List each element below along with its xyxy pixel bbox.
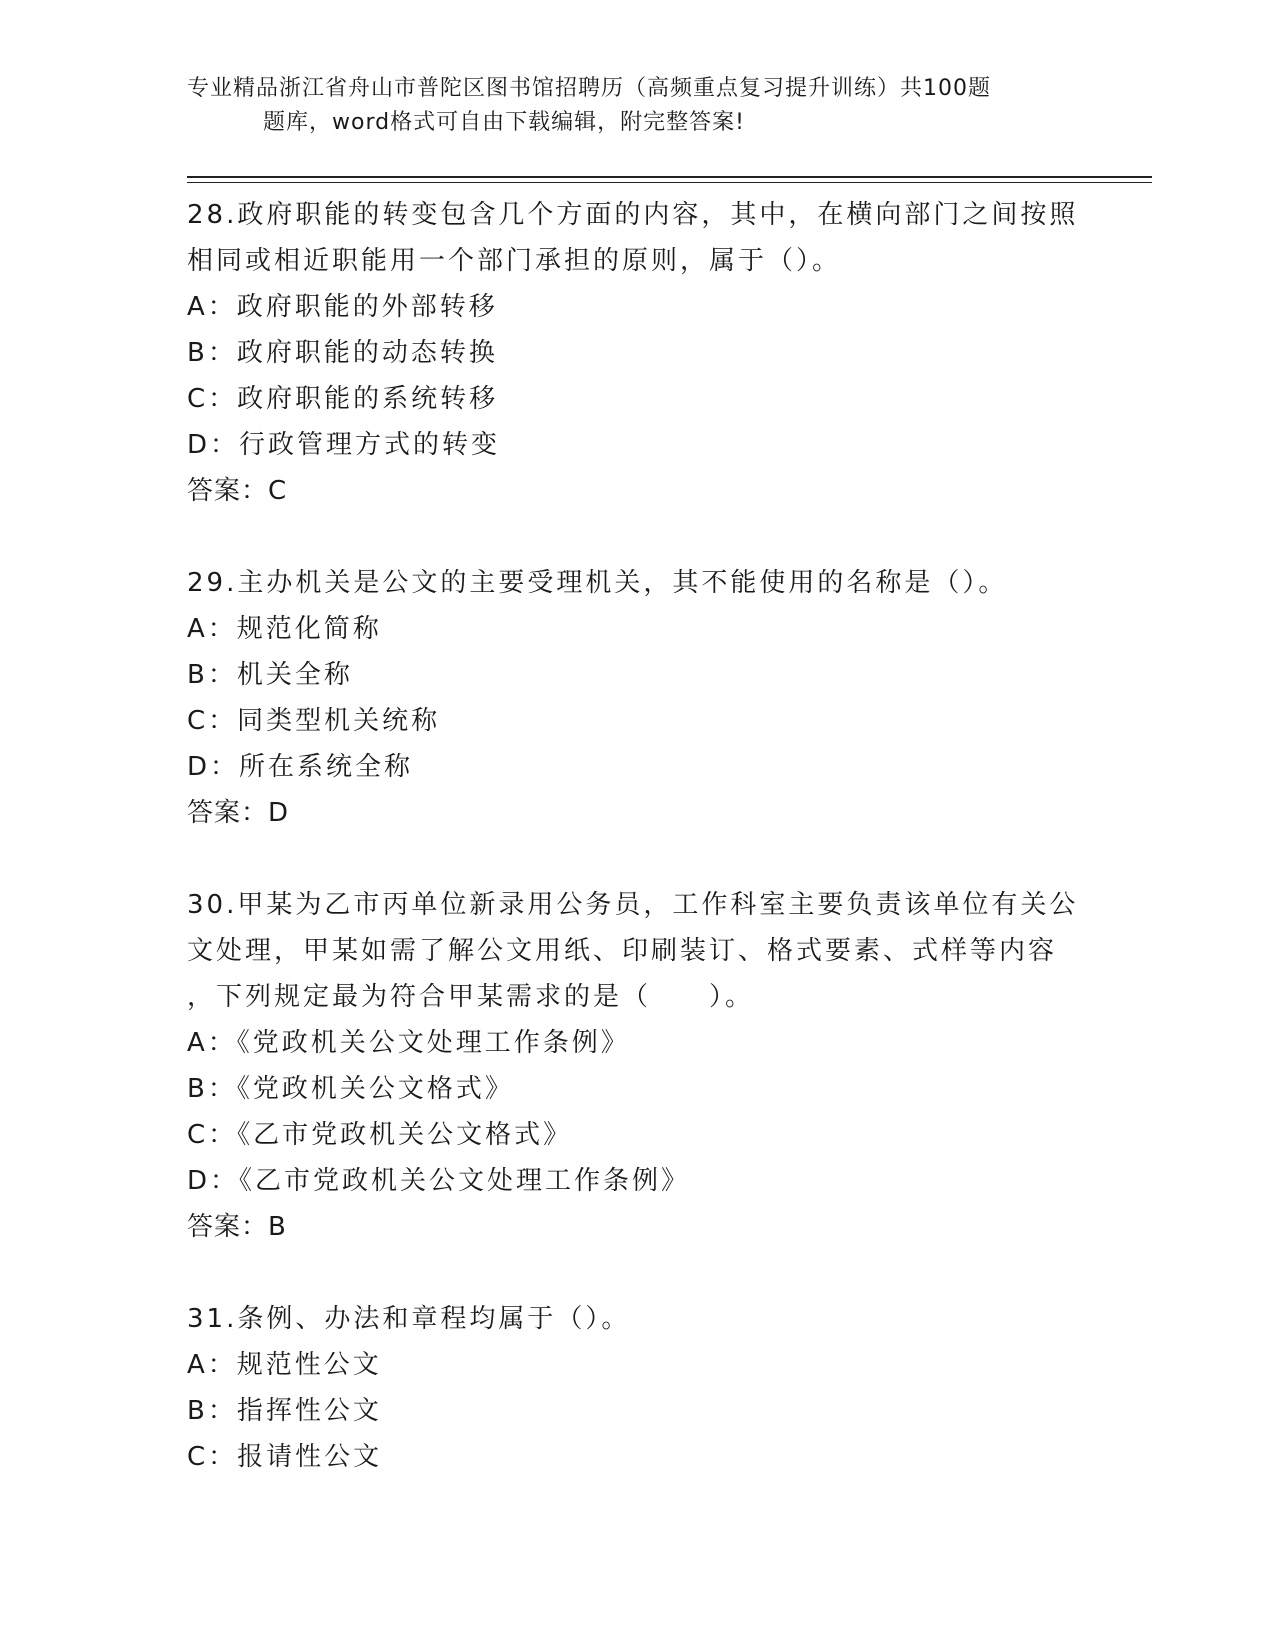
answer: 答案：D <box>187 798 290 828</box>
question-31 <box>187 1296 1087 1480</box>
question-list <box>187 192 1087 1480</box>
header-divider-thick <box>187 176 1152 178</box>
question-stem-line: 文处理，甲某如需了解公文用纸、印刷装订、格式要素、式样等内容 <box>187 936 1058 966</box>
answer: 答案：B <box>187 1212 287 1242</box>
option-b: B：指挥性公文 <box>187 1396 382 1426</box>
question-stem-line: 相同或相近职能用一个部门承担的原则，属于（）。 <box>187 246 842 276</box>
option-a: A：规范化简称 <box>187 614 382 644</box>
question-stem-line: ，下列规定最为符合甲某需求的是（ ）。 <box>187 982 755 1012</box>
question-stem-line: 28.政府职能的转变包含几个方面的内容，其中，在横向部门之间按照 <box>187 200 1079 230</box>
question-28 <box>187 192 1087 514</box>
option-c: C：政府职能的系统转移 <box>187 384 499 414</box>
header-title-line-2: 题库，word格式可自由下载编辑，附完整答案! <box>263 110 745 135</box>
option-c: C：《乙市党政机关公文格式》 <box>187 1120 573 1150</box>
option-b: B：政府职能的动态转换 <box>187 338 498 368</box>
question-stem-line: 29.主办机关是公文的主要受理机关，其不能使用的名称是（）。 <box>187 568 1008 598</box>
option-c: C：报请性公文 <box>187 1442 383 1472</box>
option-c: C：同类型机关统称 <box>187 706 441 736</box>
document-header <box>187 72 1087 140</box>
option-d: D：《乙市党政机关公文处理工作条例》 <box>187 1166 691 1196</box>
option-a: A：政府职能的外部转移 <box>187 292 498 322</box>
option-b: B：机关全称 <box>187 660 353 690</box>
option-d: D：行政管理方式的转变 <box>187 430 501 460</box>
question-30 <box>187 882 1087 1250</box>
header-title-line-1: 专业精品浙江省舟山市普陀区图书馆招聘历（高频重点复习提升训练）共100题 <box>187 76 991 101</box>
header-divider-thin <box>187 182 1152 183</box>
question-stem-line: 30.甲某为乙市丙单位新录用公务员，工作科室主要负责该单位有关公 <box>187 890 1079 920</box>
option-d: D：所在系统全称 <box>187 752 414 782</box>
question-stem-line: 31.条例、办法和章程均属于（）。 <box>187 1304 631 1334</box>
option-b: B：《党政机关公文格式》 <box>187 1074 514 1104</box>
option-a: A：《党政机关公文处理工作条例》 <box>187 1028 630 1058</box>
question-29 <box>187 560 1087 836</box>
answer: 答案：C <box>187 476 288 506</box>
option-a: A：规范性公文 <box>187 1350 382 1380</box>
